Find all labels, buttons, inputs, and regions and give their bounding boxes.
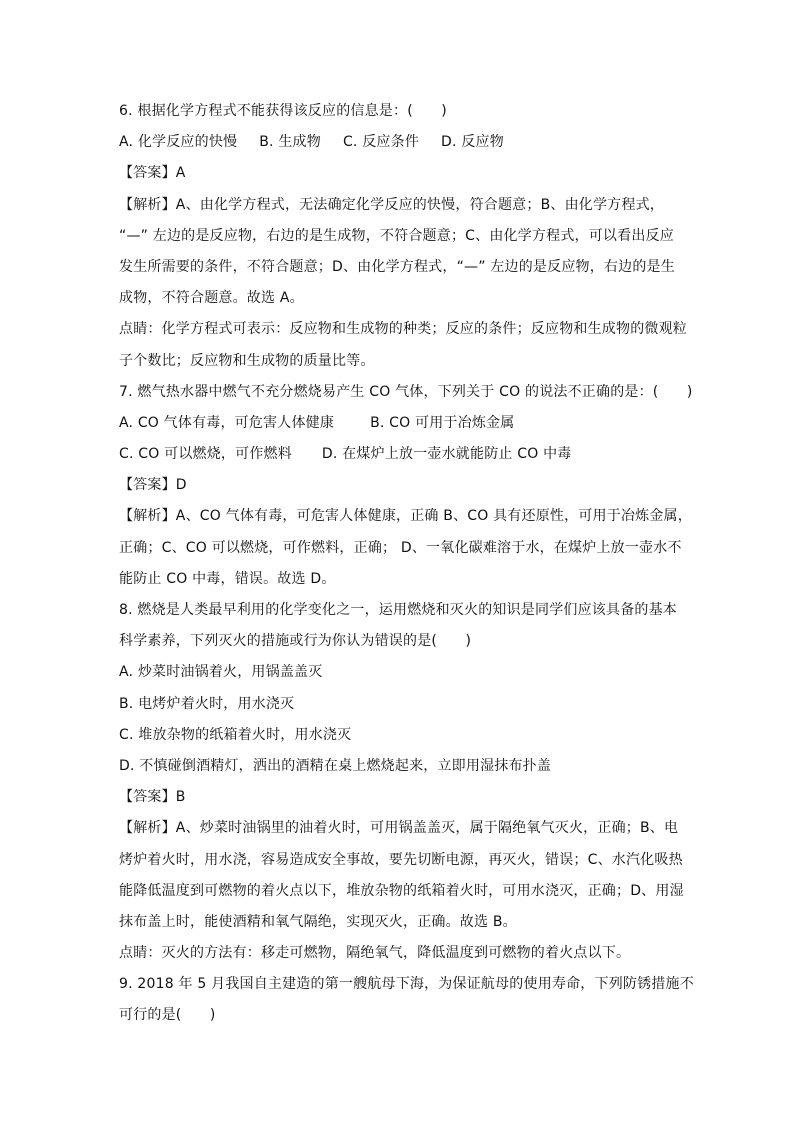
question-7-stem: 7. 燃气热水器中燃气不充分燃烧易产生 CO 气体，下列关于 CO 的说法不正确的是：( ) — [119, 383, 693, 400]
document-page — [119, 96, 694, 1032]
question-8-stem-line: 科学素养，下列灭火的措施或行为你认为错误的是( ) — [119, 633, 472, 650]
question-6-tip-line: 子个数比；反应物和生成物的质量比等。 — [119, 352, 375, 369]
question-7-analysis-line: 正确；C、CO 可以燃烧，可作燃料，正确； D、一氧化碳难溶于水，在煤炉上放一壶水不 — [119, 539, 682, 556]
option-d: D. 反应物 — [441, 134, 504, 151]
question-6-analysis-line: 【解析】A、由化学方程式，无法确定化学反应的快慢，符合题意；B、由化学方程式， — [119, 196, 664, 213]
question-8-stem-line: 8. 燃烧是人类最早利用的化学变化之一，运用燃烧和灭火的知识是同学们应该具备的基本 — [119, 602, 678, 618]
question-8-analysis-line: 烤炉着火时，用水浇，容易造成安全事故，要先切断电源，再灭火，错误；C、水汽化吸热 — [119, 851, 683, 868]
option-d: D. 不慎碰倒酒精灯，洒出的酒精在桌上燃烧起来，立即用湿抹布扑盖 — [119, 757, 552, 774]
option-b: B. CO 可用于冶炼金属 — [370, 414, 515, 431]
question-7-options-row-1 — [119, 408, 679, 439]
question-7-analysis-line: 【解析】A、CO 气体有毒，可危害人体健康，正确 B、CO 具有还原性，可用于冶炼金属， — [119, 508, 692, 525]
question-7-options-row-2 — [119, 439, 679, 470]
option-b: B. 生成物 — [259, 134, 321, 151]
option-a: A. 炒菜时油锅着火，用锅盖盖灭 — [119, 664, 323, 681]
question-6-analysis-line: 发生所需要的条件，不符合题意；D、由化学方程式，“—” 左边的是反应物，右边的是生 — [119, 258, 675, 275]
option-a: A. 化学反应的快慢 — [119, 134, 238, 151]
question-6-tip-line: 点睛：化学方程式可表示：反应物和生成物的种类；反应的条件；反应物和生成物的微观粒 — [119, 321, 687, 338]
question-8-analysis-line: 能降低温度到可燃物的着火点以下，堆放杂物的纸箱着火时，可用水浇灭，正确；D、用湿 — [119, 882, 684, 899]
question-8-tip-line: 点睛：灭火的方法有：移走可燃物，隔绝氧气，降低温度到可燃物的着火点以下。 — [119, 945, 631, 962]
question-6-stem: 6. 根据化学方程式不能获得该反应的信息是：( ) — [119, 103, 447, 119]
question-6-options — [119, 127, 679, 158]
question-6-analysis-line: 成物，不符合题意。故选 A。 — [119, 290, 304, 307]
question-7-answer: 【答案】D — [119, 477, 187, 494]
question-8-analysis-line: 【解析】A、炒菜时油锅里的油着火时，可用锅盖盖灭，属于隔绝氧气灭火，正确；B、电 — [119, 820, 679, 837]
question-8-answer: 【答案】B — [119, 789, 186, 806]
question-9-stem-line: 9. 2018 年 5 月我国自主建造的第一艘航母下海，为保证航母的使用寿命，下列防锈措施不 — [119, 976, 694, 993]
question-6-analysis-line: “—” 左边的是反应物，右边的是生成物，不符合题意；C、由化学方程式，可以看出反应 — [119, 227, 674, 244]
question-6-answer: 【答案】A — [119, 165, 186, 182]
option-c: C. CO 可以燃烧，可作燃料 — [119, 446, 292, 463]
option-b: B. 电烤炉着火时，用水浇灭 — [119, 695, 295, 712]
option-c: C. 反应条件 — [342, 134, 420, 151]
option-a: A. CO 气体有毒，可危害人体健康 — [119, 414, 335, 431]
option-d: D. 在煤炉上放一壶水就能防止 CO 中毒 — [321, 446, 572, 463]
question-8-analysis-line: 抹布盖上时，能使酒精和氧气隔绝，实现灭火，正确。故选 B。 — [119, 913, 517, 930]
question-7-analysis-line: 能防止 CO 中毒，错误。故选 D。 — [119, 570, 336, 587]
option-c: C. 堆放杂物的纸箱着火时，用水浇灭 — [119, 726, 352, 743]
question-9-stem-line: 可行的是( ) — [119, 1007, 216, 1024]
